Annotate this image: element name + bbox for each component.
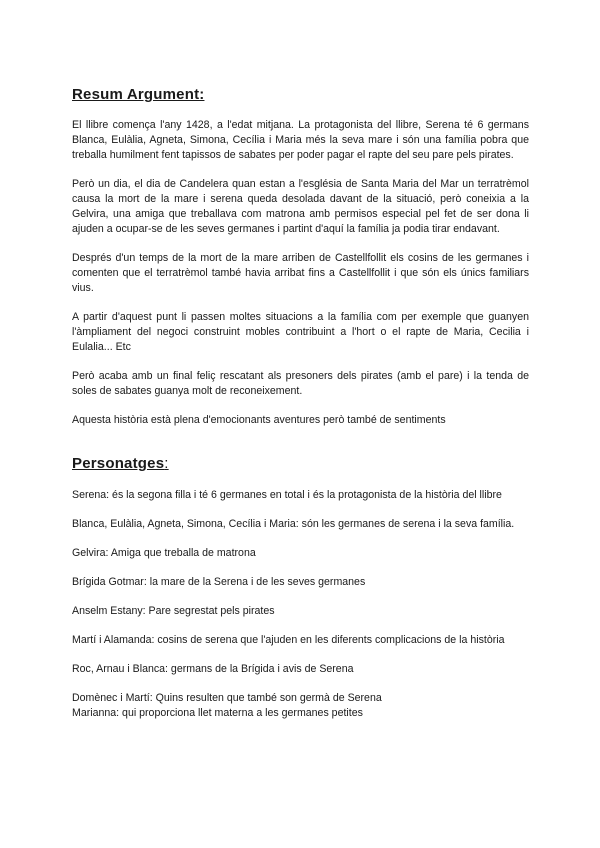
characters-heading [72,455,529,472]
characters-section [72,455,529,721]
summary-paragraph: Aquesta història està plena d'emocionants aventures però també de sentiments [72,414,446,426]
characters-heading-text: Personatges [72,455,165,472]
character-entry: Blanca, Eulàlia, Agneta, Simona, Cecília i Maria: són les germanes de serena i la seva família. [72,518,515,530]
character-entry: Serena: és la segona filla i té 6 germanes en total i és la protagonista de la història del llibre [72,489,502,501]
character-entry: Marianna: qui proporciona llet materna a les germanes petites [72,707,363,719]
character-entry: Martí i Alamanda: cosins de serena que l'ajuden en les diferents complicacions de la història [72,634,505,646]
characters-heading-colon: : [164,455,169,472]
summary-section [72,86,529,428]
character-entry: Brígida Gotmar: la mare de la Serena i de les seves germanes [72,576,366,588]
summary-paragraph: Però un dia, el dia de Candelera quan estan a l'església de Santa Maria del Mar un terratrèmol causa la mort de la mare i serena queda desolada davant de la situació, però coneixia a la Gelvira, una amiga que treballava com matrona amb permisos especial pel fet de ser dona li ajuden a ocupar-se de les seves germanes i partint d'aquí la família ja podia tirar endavant. [72,178,529,235]
summary-heading: Resum Argument: [72,86,205,103]
summary-paragraph: Però acaba amb un final feliç rescatant als presoners dels pirates (amb el pare) i la tenda de soles de sabates guanya molt de reconeixement. [72,370,529,397]
document-page [72,86,529,735]
summary-paragraph: Després d'un temps de la mort de la mare arriben de Castellfollit els cosins de les germanes i comenten que el terratrèmol també havia arribat fins a Castellfollit i que són els únics familiars vius. [72,252,529,294]
character-entry: Anselm Estany: Pare segrestat pels pirates [72,605,275,617]
character-entry: Gelvira: Amiga que treballa de matrona [72,547,256,559]
character-entry: Roc, Arnau i Blanca: germans de la Brígida i avis de Serena [72,663,354,675]
summary-paragraph: El llibre comença l'any 1428, a l'edat mitjana. La protagonista del llibre, Serena té 6 germans Blanca, Eulàlia, Agneta, Simona, Cecília i Maria més la seva mare i són una família pobra que treballa humilment fent tapissos de sabates per poder pagar el rapte del seu pare pels pirates. [72,119,529,161]
character-entry: Domènec i Martí: Quins resulten que també son germà de Serena [72,692,382,704]
summary-paragraph: A partir d'aquest punt li passen moltes situacions a la família com per exemple que guanyen l'àmpliament del negoci construint mobles contribuint a l'hort o el rapte de Maria, Cecilia i Eulalia... Etc [72,311,529,353]
